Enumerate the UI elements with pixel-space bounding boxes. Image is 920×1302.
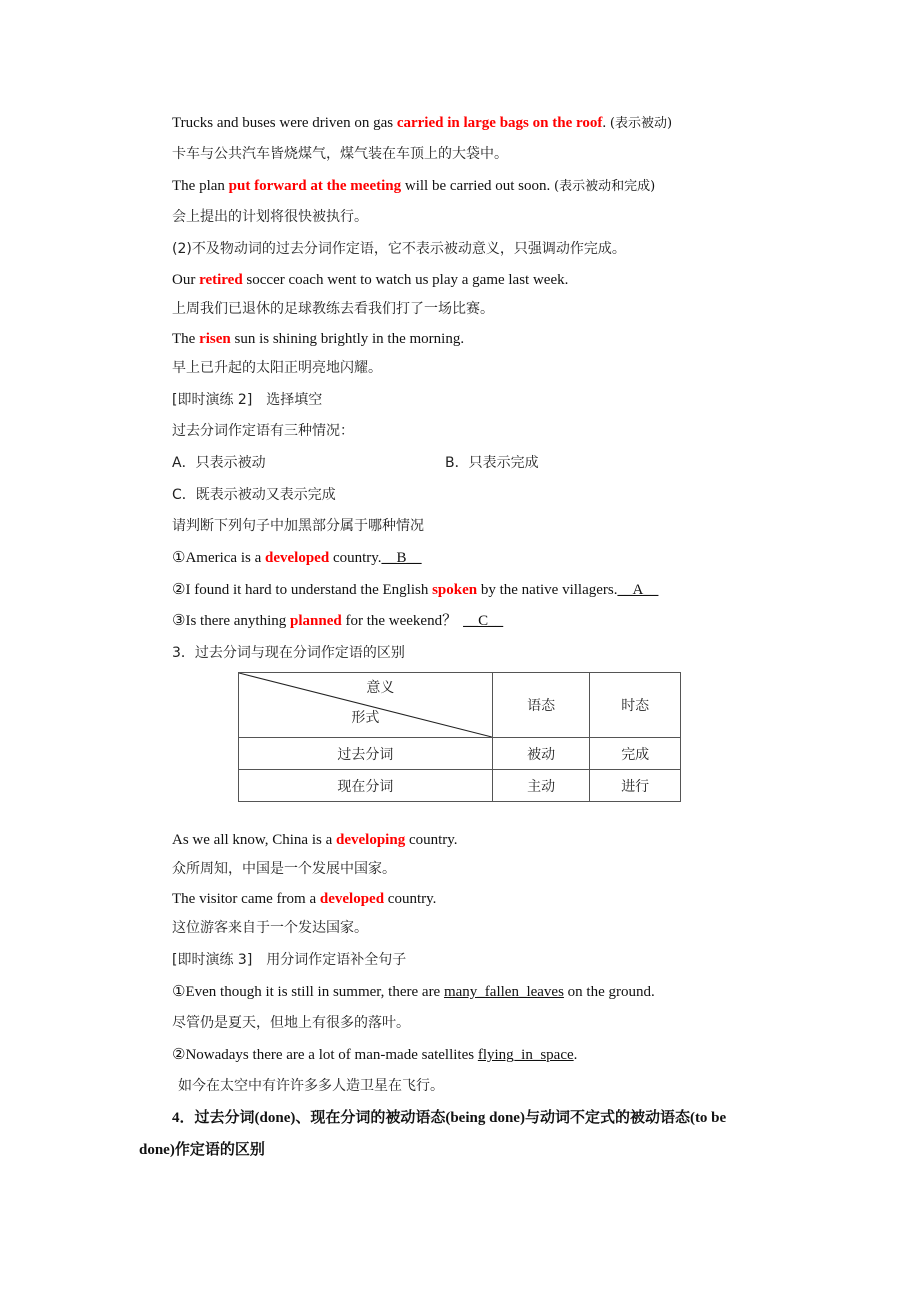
translation: 众所周知，中国是一个发展中国家。 (172, 861, 396, 877)
translation: 如今在太空中有许许多多人造卫星在飞行。 (178, 1078, 444, 1094)
highlighted-phrase: carried in large bags on the roof (396, 115, 603, 131)
highlighted-word: developed (265, 550, 330, 566)
table-row (239, 738, 681, 770)
grammar-note: (表示被动) (609, 116, 673, 131)
sentence-text: country. (384, 891, 437, 907)
table-cell: 过去分词 (239, 738, 493, 770)
question-item (172, 580, 658, 600)
highlighted-word: spoken (432, 582, 478, 598)
sentence-text: As we all know, China is a (172, 832, 337, 848)
example-sentence (172, 329, 464, 349)
translation: 这位游客来自于一个发达国家。 (172, 920, 368, 936)
grammar-note: (表示被动和完成) (554, 179, 656, 194)
option-a: A．只表示被动 (172, 455, 266, 471)
answer-fill: many_fallen_leaves (443, 984, 564, 1000)
highlighted-word: developing (336, 832, 406, 848)
practice-title: [即时演练 3] 用分词作定语补全句子 (172, 952, 407, 968)
option-b: B．只表示完成 (445, 455, 539, 471)
highlighted-word: planned (290, 613, 342, 629)
example-sentence (172, 270, 568, 290)
sentence-text: Even though it is still in summer, there are (185, 984, 444, 1000)
answer-fill: flying_in_space (477, 1047, 574, 1063)
sentence-text: country. (405, 832, 458, 848)
sentence-text: soccer coach went to watch us play a game last week. (242, 272, 569, 288)
translation: 卡车与公共汽车皆烧煤气，煤气装在车顶上的大袋中。 (172, 146, 508, 162)
table-cell: 进行 (590, 770, 681, 802)
highlighted-word: risen (199, 331, 231, 347)
item-number: ② (172, 1047, 186, 1063)
sentence-text: Our (172, 272, 200, 288)
sentence-text: Nowadays there are a lot of man-made satellites (185, 1047, 478, 1063)
example-sentence (172, 830, 458, 850)
sentence-text: will be carried out soon. (401, 178, 555, 194)
table-header: 语态 (492, 673, 590, 738)
example-sentence (172, 889, 436, 909)
comparison-table (238, 672, 681, 802)
section-heading-continued: done)作定语的区别 (139, 1142, 265, 1158)
sentence-text: Trucks and buses were driven on gas (172, 115, 397, 131)
answer-blank: __B__ (381, 550, 422, 566)
sentence-text: country. (329, 550, 382, 566)
sentence-text: The visitor came from a (172, 891, 320, 907)
sentence-text: on the ground. (563, 984, 655, 1000)
item-number: ② (172, 582, 186, 598)
section-heading: (2)不及物动词的过去分词作定语，它不表示被动意义，只强调动作完成。 (172, 241, 626, 257)
highlighted-word: developed (319, 891, 385, 907)
sentence-text: Is there anything (185, 613, 291, 629)
practice-title: [即时演练 2] 选择填空 (172, 392, 323, 408)
translation: 会上提出的计划将很快被执行。 (172, 209, 368, 225)
sentence-text: I found it hard to understand the English (185, 582, 433, 598)
table-header: 时态 (590, 673, 681, 738)
section-number: 4． (172, 1110, 195, 1126)
answer-blank: __A__ (617, 582, 659, 598)
table-header-row (239, 673, 681, 738)
practice-intro: 过去分词作定语有三种情况： (172, 423, 354, 439)
example-sentence (172, 176, 655, 196)
table-cell: 被动 (492, 738, 590, 770)
diagonal-header-cell (239, 673, 493, 738)
question-item (172, 548, 422, 568)
option-c: C．既表示被动又表示完成 (172, 487, 336, 503)
table-cell: 主动 (492, 770, 590, 802)
sentence-text: . (602, 115, 610, 131)
sentence-text: for the weekend？ (341, 613, 458, 629)
item-number: ③ (172, 613, 186, 629)
sentence-text: by the native villagers. (477, 582, 618, 598)
section-heading: 3．过去分词与现在分词作定语的区别 (172, 645, 405, 661)
sentence-text: The plan (172, 178, 229, 194)
highlighted-word: retired (199, 272, 243, 288)
corner-label-bottom: 形式 (351, 710, 380, 726)
question-item (172, 1045, 577, 1065)
table-cell: 现在分词 (239, 770, 493, 802)
table-row (239, 770, 681, 802)
item-number: ① (172, 984, 186, 1000)
item-number: ① (172, 550, 186, 566)
table-cell: 完成 (590, 738, 681, 770)
sentence-text: . (573, 1047, 578, 1063)
answer-blank: __C__ (463, 613, 504, 629)
translation: 尽管仍是夏天，但地上有很多的落叶。 (172, 1015, 410, 1031)
section-heading (172, 1108, 726, 1128)
instruction: 请判断下列句子中加黑部分属于哪种情况 (172, 518, 424, 534)
translation: 早上已升起的太阳正明亮地闪耀。 (172, 360, 382, 376)
highlighted-phrase: put forward at the meeting (228, 178, 402, 194)
question-item (172, 611, 503, 631)
corner-label-top: 意义 (366, 680, 395, 696)
sentence-text: The (172, 331, 200, 347)
translation: 上周我们已退休的足球教练去看我们打了一场比赛。 (172, 301, 494, 317)
sentence-text: sun is shining brightly in the morning. (230, 331, 465, 347)
sentence-text: America is a (185, 550, 266, 566)
heading-text: 过去分词(done)、现在分词的被动语态(being done)与动词不定式的被动语态(to be (194, 1110, 727, 1126)
question-item (172, 982, 655, 1002)
example-sentence (172, 113, 672, 133)
